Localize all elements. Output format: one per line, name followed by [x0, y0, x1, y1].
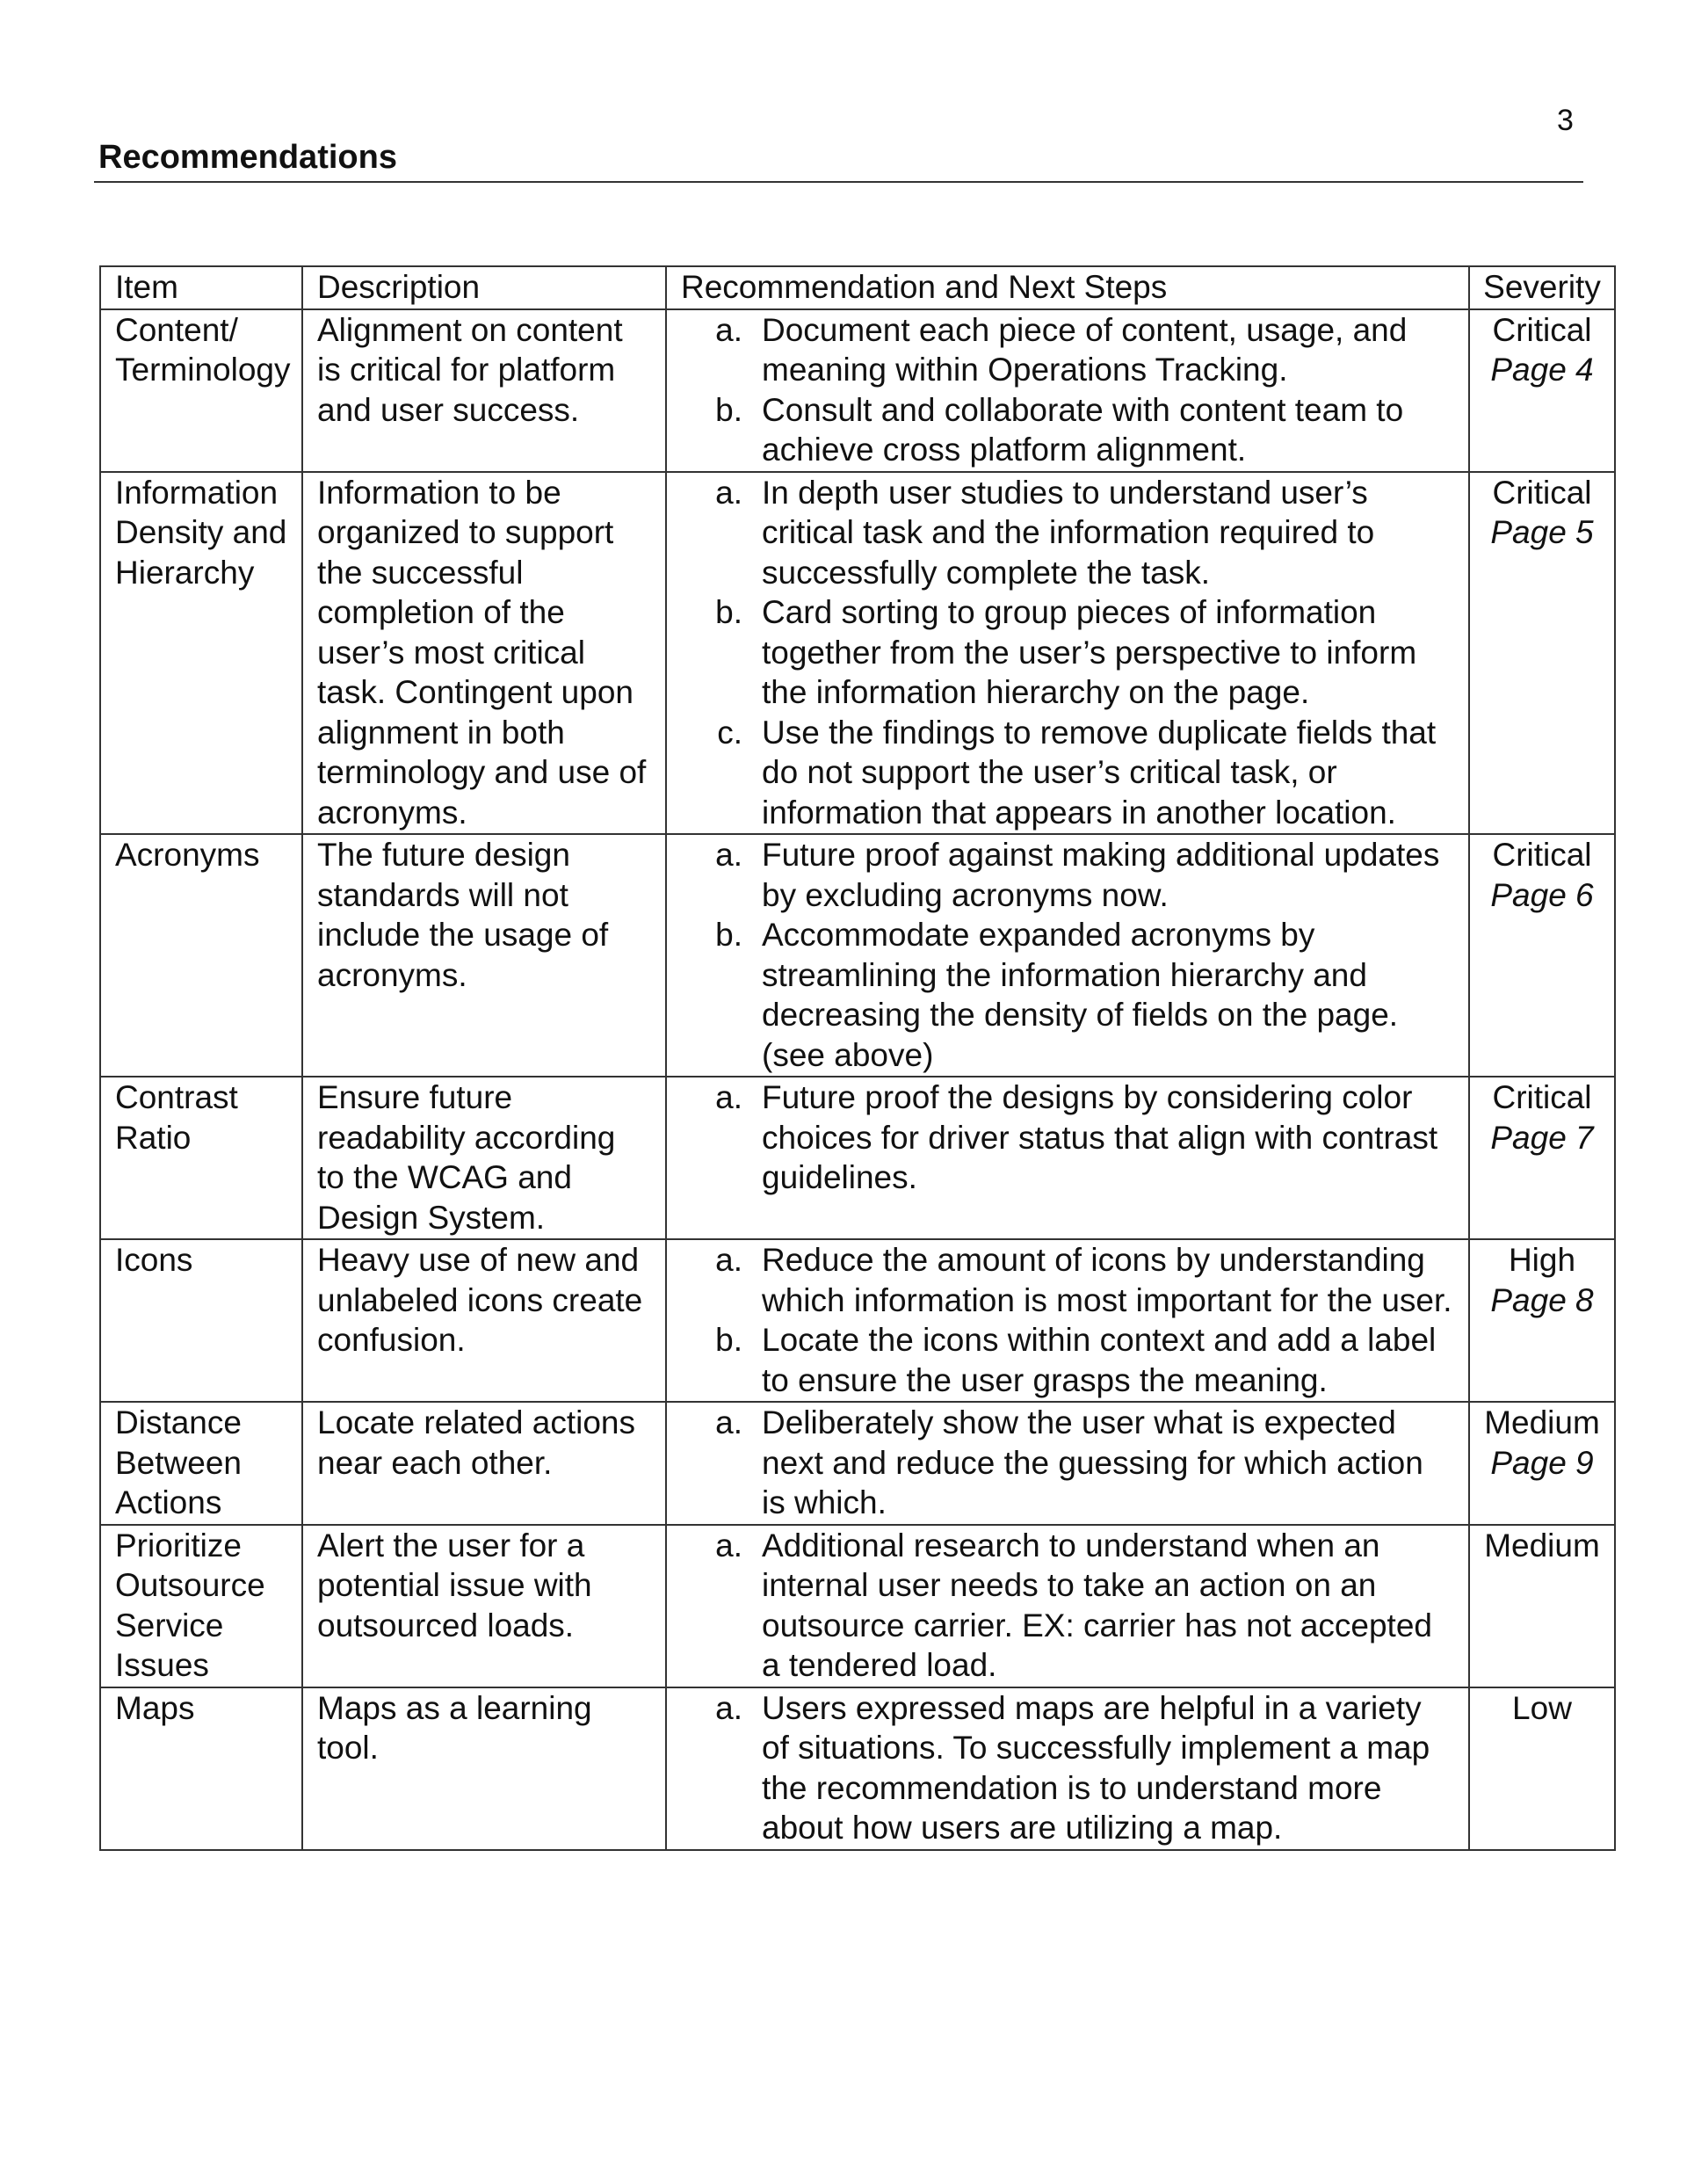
recommendation-step [681, 1526, 1454, 1686]
recommendation-step [681, 390, 1454, 470]
recommendation-step [681, 835, 1454, 915]
severity-level: Critical [1492, 311, 1592, 348]
table-row [100, 309, 1615, 472]
severity-level: Medium [1484, 1527, 1600, 1564]
step-text: Future proof the designs by considering color choices for driver status that align with contrast guidelines. [762, 1079, 1438, 1195]
severity-cell [1469, 1077, 1615, 1239]
severity-cell [1469, 309, 1615, 472]
description-cell: Locate related actions near each other. [302, 1402, 666, 1525]
recommendation-step [681, 592, 1454, 713]
recommendation-cell [666, 309, 1469, 472]
step-marker: a. [715, 1527, 742, 1564]
step-text: Deliberately show the user what is expected next and reduce the guessing for which action is which. [762, 1404, 1423, 1520]
recommendation-cell [666, 472, 1469, 835]
description-cell: Ensure future readability according to the WCAG and Design System. [302, 1077, 666, 1239]
column-header-recommendation: Recommendation and Next Steps [666, 266, 1469, 309]
recommendation-cell [666, 1687, 1469, 1850]
table-body [100, 309, 1615, 1850]
column-header-item: Item [100, 266, 302, 309]
table-row [100, 1687, 1615, 1850]
step-marker: b. [715, 391, 742, 428]
step-text: Future proof against making additional updates by excluding acronyms now. [762, 837, 1440, 913]
recommendation-step [681, 915, 1454, 1075]
step-text: Locate the icons within context and add a label to ensure the user grasps the meaning. [762, 1322, 1437, 1398]
recommendation-steps-list [681, 310, 1454, 470]
step-marker: b. [715, 594, 742, 630]
severity-level: Critical [1492, 837, 1592, 873]
recommendation-cell [666, 834, 1469, 1077]
recommendation-steps-list [681, 1688, 1454, 1848]
recommendation-step [681, 1403, 1454, 1523]
severity-level: Critical [1492, 474, 1592, 511]
recommendation-steps-list [681, 1403, 1454, 1523]
recommendation-steps-list [681, 1077, 1454, 1198]
recommendation-steps-list [681, 1240, 1454, 1400]
recommendation-step [681, 473, 1454, 593]
severity-level: Low [1512, 1689, 1572, 1726]
recommendation-cell [666, 1239, 1469, 1402]
step-marker: a. [715, 1689, 742, 1726]
page-reference: Page 9 [1490, 1444, 1594, 1481]
severity-level: Medium [1484, 1404, 1600, 1440]
severity-cell [1469, 834, 1615, 1077]
table-row [100, 472, 1615, 835]
item-cell: Contrast Ratio [100, 1077, 302, 1239]
severity-cell [1469, 1525, 1615, 1687]
severity-cell [1469, 1402, 1615, 1525]
description-cell: Information to be organized to support the successful completion of the user’s most critical task. Contingent upon alignment in both terminology and use of acronyms. [302, 472, 666, 835]
step-text: Card sorting to group pieces of information together from the user’s perspective to inform the information hierarchy on the page. [762, 594, 1417, 710]
table-row [100, 1402, 1615, 1525]
item-cell: Acronyms [100, 834, 302, 1077]
recommendation-cell [666, 1077, 1469, 1239]
severity-cell [1469, 472, 1615, 835]
item-cell: Icons [100, 1239, 302, 1402]
step-text: Document each piece of content, usage, and meaning within Operations Tracking. [762, 311, 1408, 388]
item-cell: Maps [100, 1687, 302, 1850]
step-text: Reduce the amount of icons by understanding which information is most important for the user. [762, 1242, 1452, 1318]
page-reference: Page 8 [1490, 1281, 1594, 1318]
recommendation-step [681, 1077, 1454, 1198]
severity-cell [1469, 1239, 1615, 1402]
step-marker: a. [715, 1079, 742, 1115]
recommendation-step [681, 1320, 1454, 1400]
column-header-description: Description [302, 266, 666, 309]
page-reference: Page 5 [1490, 514, 1594, 550]
step-text: Additional research to understand when an internal user needs to take an action on an outsource carrier. EX: carrier has not accepted a tendered load. [762, 1527, 1432, 1683]
step-text: Use the findings to remove duplicate fields that do not support the user’s critical task, or information that appears in another location. [762, 714, 1437, 831]
recommendation-step [681, 1688, 1454, 1848]
step-marker: a. [715, 474, 742, 511]
item-cell: Content/ Terminology [100, 309, 302, 472]
recommendation-step [681, 310, 1454, 390]
step-marker: b. [715, 917, 742, 953]
recommendation-steps-list [681, 473, 1454, 833]
severity-cell [1469, 1687, 1615, 1850]
severity-level: High [1508, 1242, 1576, 1278]
section-heading: Recommendations [98, 139, 397, 176]
recommendations-table [99, 265, 1616, 1851]
recommendation-step [681, 1240, 1454, 1320]
step-text: Consult and collaborate with content team to achieve cross platform alignment. [762, 391, 1404, 468]
step-text: In depth user studies to understand user’s critical task and the information required to successfully complete the task. [762, 474, 1375, 591]
description-cell: The future design standards will not include the usage of acronyms. [302, 834, 666, 1077]
step-text: Accommodate expanded acronyms by streamlining the information hierarchy and decreasing the density of fields on the page. (see above) [762, 917, 1399, 1073]
step-marker: b. [715, 1322, 742, 1358]
page-reference: Page 7 [1490, 1119, 1594, 1156]
column-header-severity: Severity [1469, 266, 1615, 309]
item-cell: Distance Between Actions [100, 1402, 302, 1525]
recommendation-step [681, 713, 1454, 833]
page-reference: Page 4 [1490, 352, 1594, 388]
recommendation-cell [666, 1525, 1469, 1687]
table-row [100, 1525, 1615, 1687]
page-number: 3 [1557, 104, 1574, 137]
heading-rule [94, 181, 1583, 183]
table-row [100, 834, 1615, 1077]
step-text: Users expressed maps are helpful in a variety of situations. To successfully implement a map the recommendation is to understand more about how users are utilizing a map. [762, 1689, 1430, 1846]
severity-level: Critical [1492, 1079, 1592, 1115]
step-marker: a. [715, 311, 742, 348]
step-marker: a. [715, 1242, 742, 1278]
recommendation-cell [666, 1402, 1469, 1525]
step-marker: c. [717, 714, 742, 751]
description-cell: Heavy use of new and unlabeled icons create confusion. [302, 1239, 666, 1402]
item-cell: Prioritize Outsource Service Issues [100, 1525, 302, 1687]
recommendation-steps-list [681, 1526, 1454, 1686]
description-cell: Maps as a learning tool. [302, 1687, 666, 1850]
table-row [100, 1077, 1615, 1239]
description-cell: Alert the user for a potential issue with outsourced loads. [302, 1525, 666, 1687]
step-marker: a. [715, 837, 742, 873]
description-cell: Alignment on content is critical for platform and user success. [302, 309, 666, 472]
table-header-row [100, 266, 1615, 309]
table-row [100, 1239, 1615, 1402]
item-cell: Information Density and Hierarchy [100, 472, 302, 835]
step-marker: a. [715, 1404, 742, 1440]
recommendation-steps-list [681, 835, 1454, 1075]
page-reference: Page 6 [1490, 876, 1594, 913]
